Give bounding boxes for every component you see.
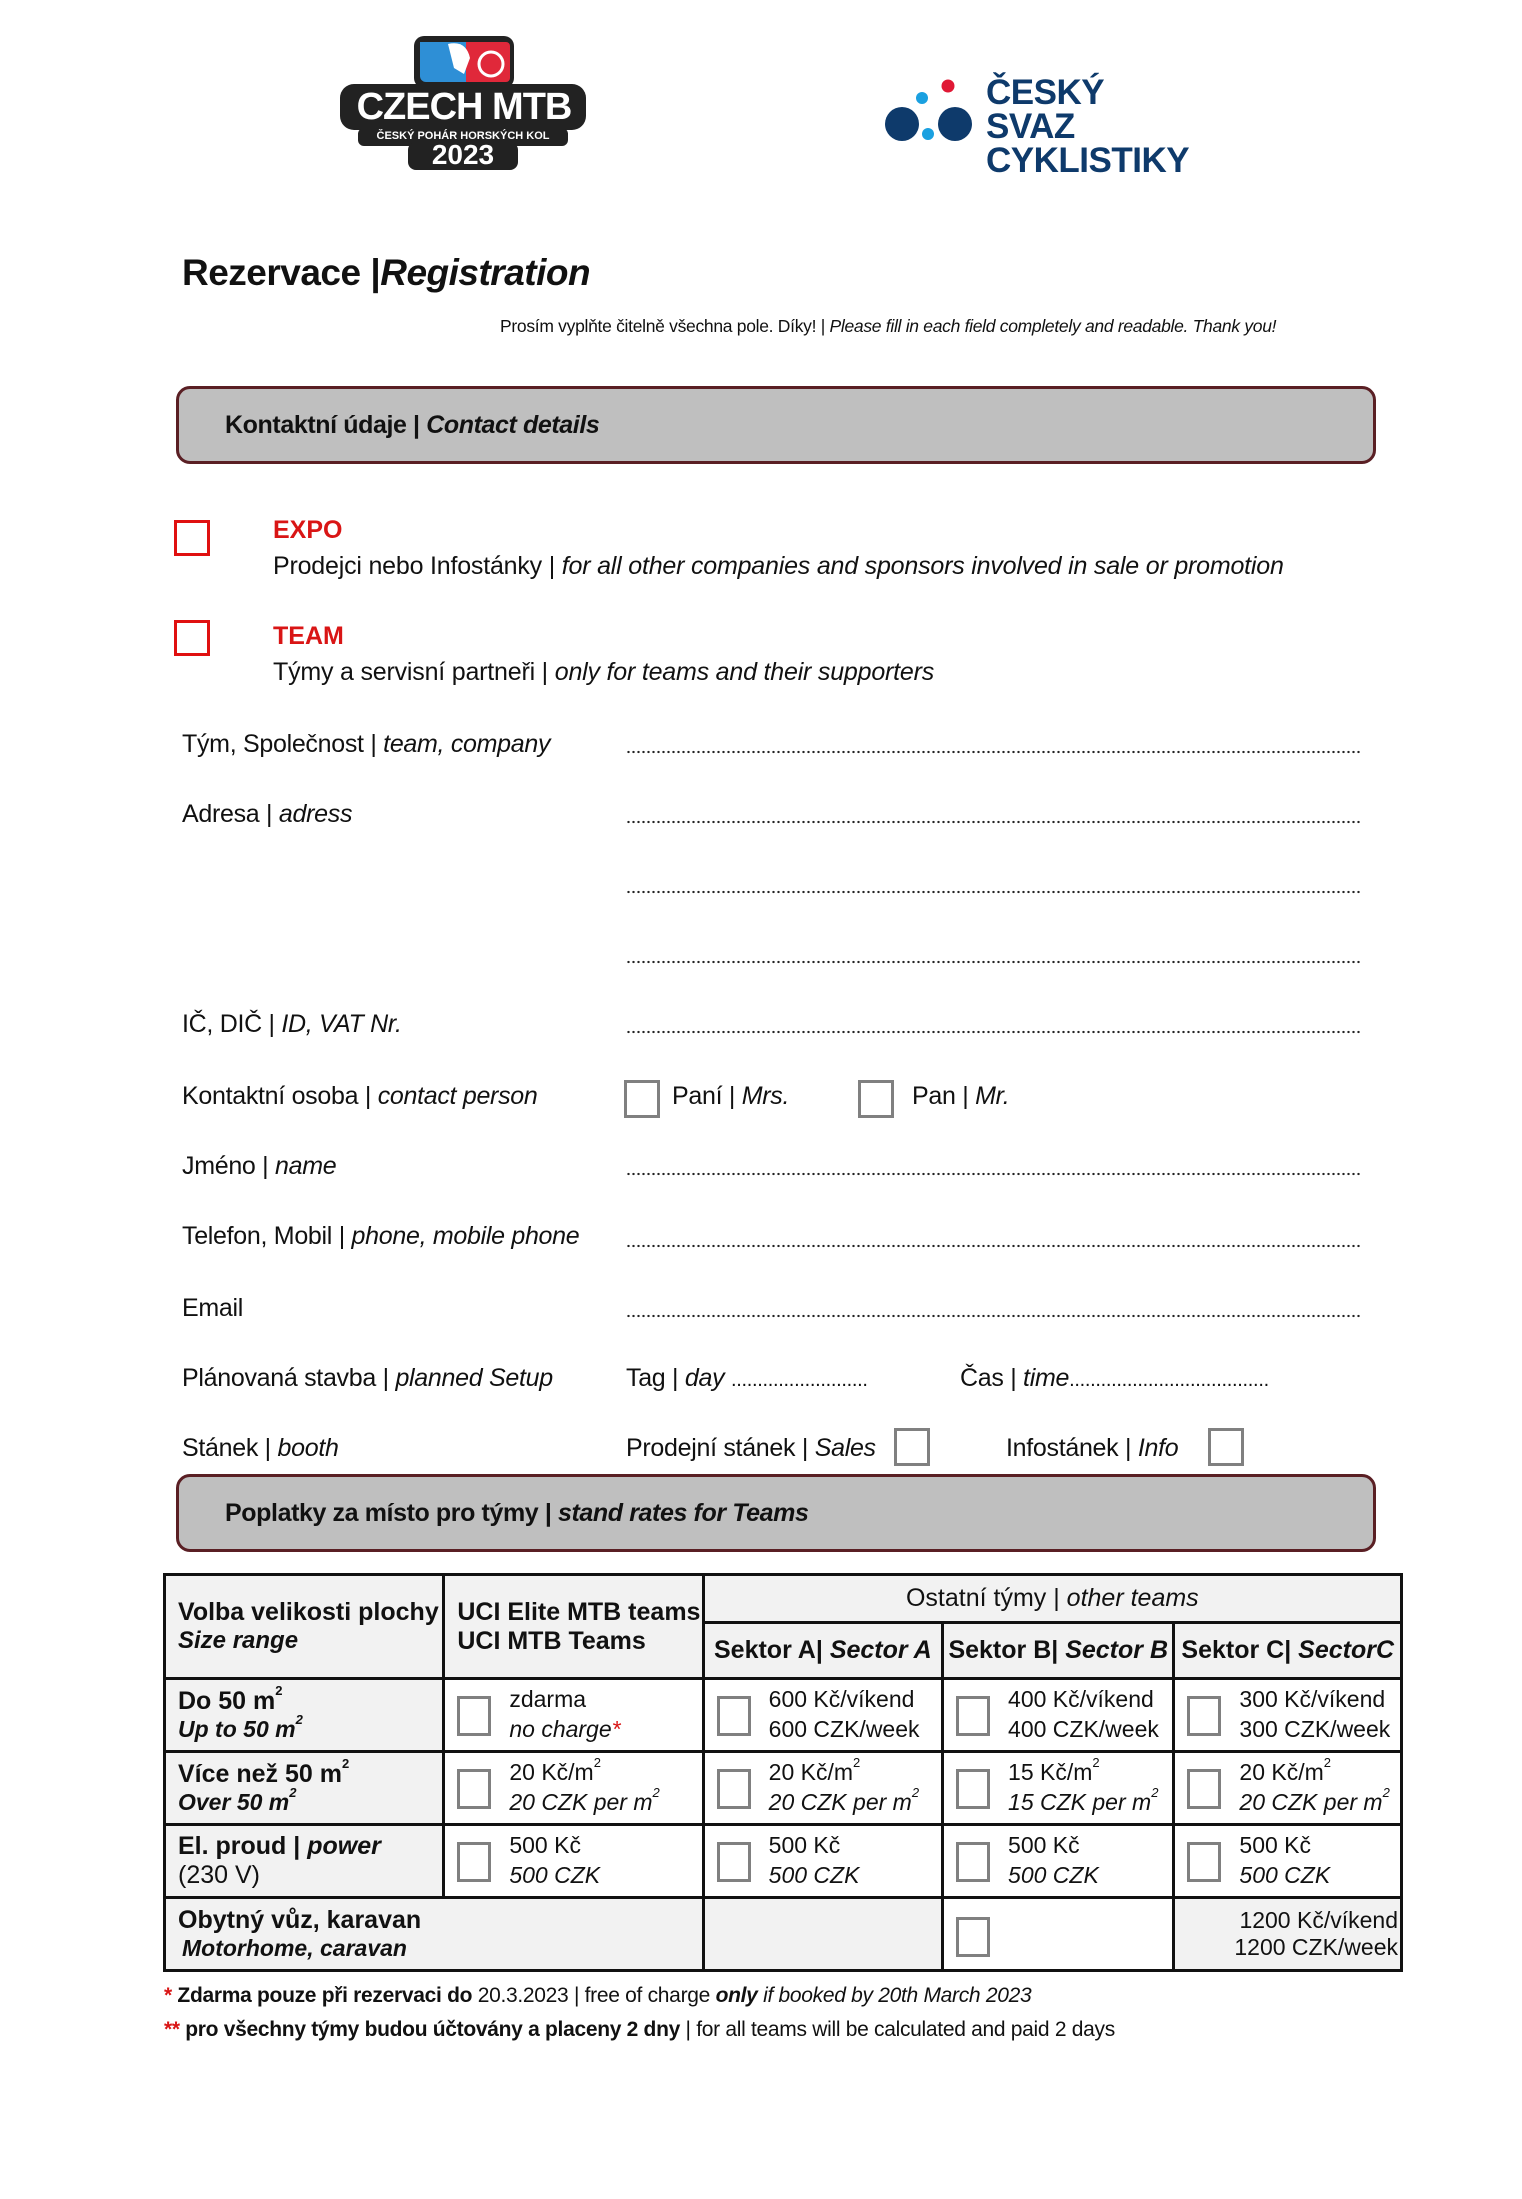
rate-checkbox[interactable] (717, 1842, 751, 1882)
sales-label-cz: Prodejní stánek | (626, 1434, 815, 1462)
rate-cell-uci-over-50 (444, 1752, 703, 1825)
booth-label-cz: Stánek | (182, 1434, 278, 1462)
superscript: 2 (1092, 1755, 1100, 1770)
rate-checkbox[interactable] (956, 1769, 990, 1809)
setup-day-field[interactable] (626, 1364, 868, 1393)
table-header-row (165, 1575, 1402, 1623)
price-cz: 600 Kč/víkend (768, 1686, 915, 1712)
footnote-emphasis: only (715, 1984, 758, 2007)
size-header-cz: Volba velikosti plochy (178, 1598, 439, 1626)
price-cz-text: 20 Kč/m (509, 1759, 594, 1785)
stand-rates-table (163, 1573, 1403, 1972)
rate-cell-sector-a-over-50 (703, 1752, 942, 1825)
footnote-two-days (164, 2018, 1115, 2042)
vat-label-cz: IČ, DIČ | (182, 1010, 282, 1038)
address-input-line2[interactable] (626, 890, 1362, 894)
section-title-cz: Kontaktní údaje | (225, 411, 427, 439)
rate-checkbox[interactable] (1187, 1842, 1221, 1882)
footnote-free-of-charge (164, 1984, 1031, 2008)
vat-input[interactable] (626, 1030, 1362, 1034)
table-row (165, 1898, 1402, 1971)
name-label (182, 1152, 336, 1181)
footnote-normal: | for all teams will be calculated and paid 2 days (680, 2018, 1115, 2041)
price-cz (768, 1755, 861, 1786)
row-head-en: Up to 50 m (178, 1716, 296, 1742)
table-row (165, 1679, 1402, 1752)
price-en (768, 1785, 920, 1816)
mrs-label (672, 1082, 789, 1111)
czech-mtb-logo (338, 34, 588, 170)
sector-a-header (703, 1623, 942, 1679)
rate-checkbox[interactable] (717, 1769, 751, 1809)
name-input[interactable] (626, 1172, 1362, 1176)
csc-logo-line2: CYKLISTIKY (986, 141, 1190, 180)
info-label-en: Info (1137, 1434, 1179, 1462)
price-en-text: 20 CZK per m (768, 1789, 912, 1815)
contact-person-label-en: contact person (377, 1082, 538, 1110)
address-label (182, 800, 352, 829)
section-title-en: Contact details (426, 411, 600, 439)
price-en: 300 CZK/week (1239, 1716, 1391, 1742)
company-input[interactable] (626, 750, 1362, 754)
title-cz: Rezervace | (182, 252, 381, 293)
setup-label (182, 1364, 553, 1393)
contact-details-section-header (176, 386, 1376, 464)
instructions-cz: Prosím vyplňte čitelně všechna pole. Díky! | (500, 316, 830, 336)
team-checkbox[interactable] (174, 620, 210, 656)
expo-desc-cz: Prodejci nebo Infostánky | (273, 552, 562, 580)
sales-booth-label (626, 1434, 876, 1463)
row-head-cz-italic: power (307, 1832, 381, 1860)
rate-cell-sector-a-up-to-50 (703, 1679, 942, 1752)
setup-label-en: planned Setup (395, 1364, 553, 1392)
phone-label-en: phone, mobile phone (351, 1222, 580, 1250)
rate-cell-sector-b-power (943, 1825, 1174, 1898)
motorhome-checkbox-cell (943, 1898, 1174, 1971)
expo-description (273, 552, 1284, 581)
cycling-dots-icon (880, 72, 980, 152)
day-input-dots[interactable]: .......................... (730, 1369, 868, 1391)
price-en-text: no charge (509, 1716, 612, 1742)
section-title (225, 411, 599, 440)
booth-label (182, 1434, 339, 1463)
address-label-cz: Adresa | (182, 800, 279, 828)
superscript: 2 (275, 1683, 283, 1698)
rate-cell-uci-up-to-50 (444, 1679, 703, 1752)
price-en: 500 CZK (1008, 1862, 1099, 1888)
price-cz-text: 15 Kč/m (1008, 1759, 1093, 1785)
mrs-checkbox[interactable] (624, 1080, 660, 1118)
mr-checkbox[interactable] (858, 1080, 894, 1118)
rates-title-cz: Poplatky za místo pro týmy | (225, 1499, 558, 1527)
superscript: 2 (289, 1785, 297, 1800)
csc-logo-line1: ČESKÝ SVAZ (986, 73, 1105, 146)
day-label-en: day (684, 1364, 725, 1392)
expo-desc-en: for all other companies and sponsors involved in sale or promotion (561, 552, 1284, 580)
row-head-cz: Obytný vůz, karavan (178, 1906, 422, 1934)
price-cz: 500 Kč (1008, 1832, 1080, 1858)
row-head-en: Motorhome, caravan (182, 1935, 407, 1961)
instructions-en: Please fill in each field completely and readable. Thank you! (829, 316, 1277, 336)
price-cz (509, 1755, 601, 1786)
price-en: 600 CZK/week (768, 1716, 920, 1742)
price-cz-text: 20 Kč/m (1239, 1759, 1324, 1785)
price-cz: 300 Kč/víkend (1239, 1686, 1386, 1712)
price-en (509, 1716, 620, 1743)
price-en: 400 CZK/week (1008, 1716, 1159, 1742)
other-teams-cz: Ostatní týmy | (905, 1584, 1067, 1612)
footnote-italic: if booked by 20th March 2023 (757, 1984, 1032, 2007)
time-label-cz: Čas | (960, 1364, 1024, 1392)
price-en: 500 CZK (1239, 1862, 1331, 1888)
vat-label (182, 1010, 402, 1039)
price-cz: 400 Kč/víkend (1008, 1686, 1154, 1712)
superscript: 2 (652, 1785, 660, 1800)
company-label-en: team, company (383, 730, 551, 758)
row-header-up-to-50 (165, 1679, 444, 1752)
price-cz: zdarma (509, 1686, 587, 1712)
phone-input[interactable] (626, 1244, 1362, 1248)
phone-label (182, 1222, 579, 1251)
superscript: 2 (911, 1785, 920, 1800)
price-en-text: 20 CZK per m (1239, 1789, 1383, 1815)
page-title (182, 252, 590, 294)
name-label-cz: Jméno | (182, 1152, 276, 1180)
price-en: 500 CZK (509, 1862, 601, 1888)
email-input[interactable] (626, 1314, 1362, 1318)
superscript: 2 (593, 1755, 601, 1770)
superscript: 2 (341, 1756, 350, 1771)
sector-b-en: Sector B (1065, 1636, 1168, 1664)
logo-year: 2023 (431, 139, 495, 170)
rate-cell-sector-c-power (1174, 1825, 1402, 1898)
uci-header-line1: UCI Elite MTB teams (457, 1597, 701, 1626)
rate-cell-sector-c-up-to-50 (1174, 1679, 1402, 1752)
motorhome-price-cz: 1200 Kč/víkend (1239, 1907, 1398, 1933)
info-booth-label (1006, 1434, 1178, 1463)
footnote-mark: * (164, 1984, 172, 2007)
setup-time-field[interactable] (960, 1364, 1269, 1393)
size-range-header (165, 1575, 444, 1679)
price-en (1008, 1785, 1159, 1816)
rate-checkbox[interactable] (717, 1696, 751, 1736)
rates-section-title (225, 1499, 808, 1528)
instructions (500, 316, 1276, 337)
row-header-power (165, 1825, 444, 1898)
sales-booth-checkbox[interactable] (894, 1428, 930, 1466)
address-input-line1[interactable] (626, 820, 1362, 824)
team-desc-en: only for teams and their supporters (554, 658, 935, 686)
phone-label-cz: Telefon, Mobil | (182, 1222, 352, 1250)
rate-checkbox[interactable] (956, 1842, 990, 1882)
rate-cell-sector-b-up-to-50 (943, 1679, 1174, 1752)
price-cz (1239, 1755, 1332, 1786)
rate-checkbox[interactable] (956, 1696, 990, 1736)
team-description (273, 658, 934, 687)
rate-checkbox[interactable] (457, 1842, 491, 1882)
expo-title: EXPO (273, 516, 343, 544)
sector-c-header (1174, 1623, 1402, 1679)
footnote-bold: Zdarma pouze při rezervaci do (177, 1984, 473, 2007)
price-cz: 500 Kč (768, 1832, 841, 1858)
mrs-label-en: Mrs. (741, 1082, 790, 1110)
superscript: 2 (1323, 1755, 1332, 1770)
price-cz (1008, 1755, 1100, 1786)
expo-checkbox[interactable] (174, 520, 210, 556)
time-label-en: time (1023, 1364, 1070, 1392)
motorhome-price-cell (1174, 1898, 1402, 1971)
empty-cell (703, 1898, 942, 1971)
time-input-dots[interactable]: ...................................... (1069, 1369, 1269, 1391)
row-head-en: (230 V) (178, 1861, 260, 1889)
mr-label-en: Mr. (975, 1082, 1010, 1110)
price-en: 500 CZK (768, 1862, 860, 1888)
row-head-cz: Do 50 m (178, 1687, 276, 1715)
footnote-mark: ** (164, 2018, 180, 2041)
sector-b-cz: Sektor B| (948, 1636, 1066, 1664)
sector-a-cz: Sektor A| (713, 1636, 830, 1664)
rate-checkbox[interactable] (457, 1696, 491, 1736)
asterisk-mark: * (611, 1716, 621, 1742)
rate-checkbox[interactable] (1187, 1769, 1221, 1809)
motorhome-price-en: 1200 CZK/week (1234, 1934, 1398, 1960)
booth-label-en: booth (277, 1434, 339, 1462)
company-label-cz: Tým, Společnost | (182, 730, 384, 758)
logo-subtitle: ČESKÝ POHÁR HORSKÝCH KOL (376, 130, 550, 142)
price-cz: 500 Kč (509, 1832, 581, 1858)
rate-cell-sector-a-power (703, 1825, 942, 1898)
cesky-svaz-cyklistiky-logo (880, 72, 1200, 180)
title-en: Registration (380, 252, 591, 293)
rate-cell-sector-b-over-50 (943, 1752, 1174, 1825)
superscript: 2 (1382, 1785, 1390, 1800)
row-header-motorhome (165, 1898, 704, 1971)
footnote-bold: pro všechny týmy budou účtovány a placeny 2 dny (179, 2018, 680, 2041)
table-row (165, 1825, 1402, 1898)
name-label-en: name (275, 1152, 337, 1180)
team-desc-cz: Týmy a servisní partneři | (273, 658, 555, 686)
csc-logo-text (986, 73, 1200, 180)
rate-cell-uci-power (444, 1825, 703, 1898)
logo-title: CZECH MTB (356, 86, 572, 128)
sales-label-en: Sales (814, 1434, 876, 1462)
sector-c-en: SectorC (1298, 1636, 1395, 1664)
sector-a-en: Sector A (829, 1636, 932, 1664)
mr-label (912, 1082, 1009, 1111)
superscript: 2 (853, 1755, 861, 1770)
rate-checkbox[interactable] (457, 1769, 491, 1809)
address-input-line3[interactable] (626, 960, 1362, 964)
uci-header-line2: UCI MTB Teams (457, 1626, 646, 1655)
stand-rates-section-header (176, 1474, 1376, 1552)
row-head-cz: El. proud | (178, 1832, 308, 1860)
rate-checkbox[interactable] (1187, 1696, 1221, 1736)
size-header-en: Size range (178, 1627, 299, 1654)
sector-c-cz: Sektor C| (1181, 1636, 1299, 1664)
row-head-en: Over 50 m (178, 1789, 290, 1815)
superscript: 2 (1151, 1785, 1159, 1800)
price-en (1239, 1785, 1390, 1816)
info-booth-checkbox[interactable] (1208, 1428, 1244, 1466)
table-row (165, 1752, 1402, 1825)
price-cz-text: 20 Kč/m (768, 1759, 854, 1785)
info-label-cz: Infostánek | (1006, 1434, 1138, 1462)
team-title: TEAM (273, 622, 344, 650)
rate-cell-sector-c-over-50 (1174, 1752, 1402, 1825)
sector-b-header (943, 1623, 1174, 1679)
vat-label-en: ID, VAT Nr. (281, 1010, 402, 1038)
mr-label-cz: Pan | (912, 1082, 976, 1110)
motorhome-checkbox[interactable] (956, 1917, 990, 1957)
uci-teams-header (444, 1575, 703, 1679)
company-label (182, 730, 550, 759)
price-en (509, 1785, 660, 1816)
setup-label-cz: Plánovaná stavba | (182, 1364, 396, 1392)
row-header-over-50 (165, 1752, 444, 1825)
email-label: Email (182, 1294, 244, 1322)
contact-person-label-cz: Kontaktní osoba | (182, 1082, 378, 1110)
footnote-normal: 20.3.2023 | free of charge (472, 1984, 716, 2007)
mrs-label-cz: Paní | (672, 1082, 742, 1110)
row-head-cz: Více než 50 m (178, 1760, 342, 1788)
superscript: 2 (295, 1712, 303, 1727)
rates-title-en: stand rates for Teams (557, 1499, 809, 1527)
price-cz: 500 Kč (1239, 1832, 1312, 1858)
other-teams-header (703, 1575, 1401, 1623)
price-en-text: 20 CZK per m (509, 1789, 653, 1815)
day-label-cz: Tag | (626, 1364, 685, 1392)
address-label-en: adress (278, 800, 353, 828)
contact-person-label (182, 1082, 537, 1111)
price-en-text: 15 CZK per m (1008, 1789, 1152, 1815)
other-teams-en: other teams (1066, 1584, 1199, 1612)
